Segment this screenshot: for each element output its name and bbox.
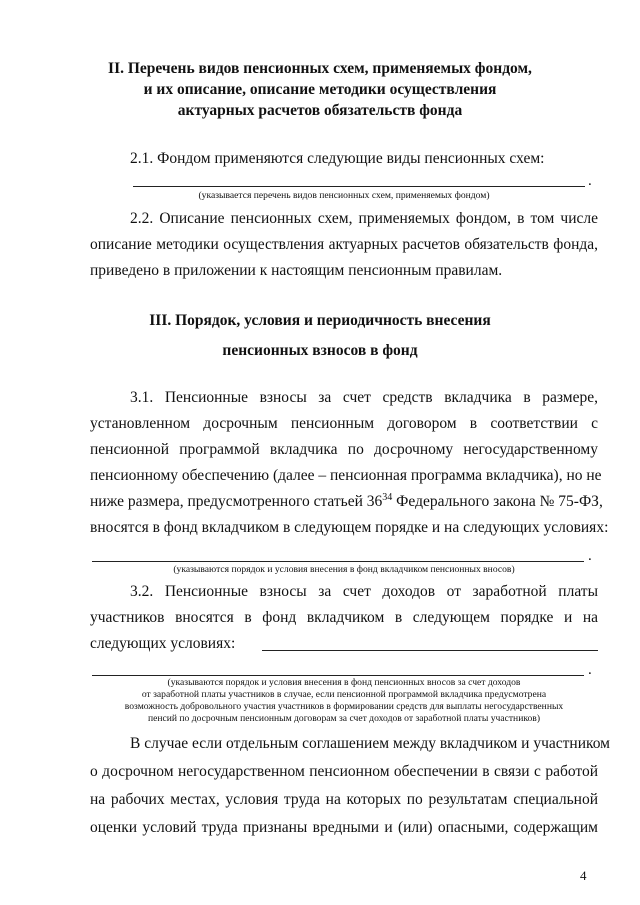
paragraph-3-1-line-5-text-after: Федерального закона № 75-ФЗ,	[392, 493, 603, 510]
paragraph-3-2-line-1: 3.2. Пенсионные взносы за счет доходов от заработной платы	[130, 583, 598, 600]
paragraph-3-1-line-2: установленном досрочным пенсионным договором в соответствии с	[90, 415, 598, 432]
section-3-title-line-1: III. Порядок, условия и периодичность внесения	[149, 312, 491, 329]
paragraph-2-1: 2.1. Фондом применяются следующие виды пенсионных схем:	[130, 150, 545, 167]
article-superscript: 34	[382, 491, 393, 503]
fill-in-line-3-1	[92, 561, 584, 562]
hint-3-2-line-2: от заработной платы участников в случае, если пенсионной программой вкладчика предусмотрена	[141, 689, 547, 700]
paragraph-2-2-line-2: описание методики осуществления актуарных расчетов обязательств фонда,	[90, 236, 598, 253]
hint-3-2-line-3: возможность добровольного участия участников в формировании средств для выплаты негосударственных	[124, 701, 564, 712]
fill-in-line-schemes	[133, 186, 585, 187]
hint-3-2	[90, 677, 598, 725]
fill-in-line-3-2-inline	[262, 650, 598, 651]
blank-end-dot: .	[588, 173, 592, 189]
section-3-title-line-2: пенсионных взносов в фонд	[222, 342, 418, 359]
blank-end-dot: .	[588, 548, 592, 564]
blank-end-dot: .	[588, 662, 592, 678]
section-2-title-line-2: и их описание, описание методики осуществления	[143, 81, 497, 98]
paragraph-last-line-4: оценки условий труда признаны вредными и (или) опасными, содержащим	[90, 819, 598, 836]
paragraph-3-1-line-5	[90, 492, 603, 512]
page-number: 4	[580, 868, 587, 883]
paragraph-last-line-2: о досрочном негосударственном пенсионном обеспечении в связи с работой	[90, 763, 598, 780]
hint-3-1: (указываются порядок и условия внесения в фонд вкладчиком пенсионных вносов)	[173, 564, 515, 575]
hint-schemes: (указывается перечень видов пенсионных схем, применяемых фондом)	[198, 190, 490, 201]
paragraph-3-2-line-2: участников вносятся в фонд вкладчиком в следующем порядке и на	[90, 609, 598, 626]
paragraph-3-1-line-5-text: ниже размера, предусмотренного статьей 36	[90, 493, 383, 510]
section-2-title-line-1: II. Перечень видов пенсионных схем, применяемых фондом,	[108, 60, 532, 77]
paragraph-2-2-line-1: 2.2. Описание пенсионных схем, применяемых фондом, в том числе	[130, 210, 598, 227]
hint-3-2-line-1: (указываются порядок и условия внесения в фонд пенсионных вносов за счет доходов	[167, 677, 521, 688]
paragraph-3-1-line-6: вносятся в фонд вкладчиком в следующем порядке и на следующих условиях:	[90, 519, 609, 536]
section-2-title-line-3: актуарных расчетов обязательств фонда	[177, 102, 463, 119]
paragraph-3-1-line-4: пенсионному обеспечению (далее – пенсионная программа вкладчика), но не	[90, 467, 602, 484]
paragraph-3-1-line-1: 3.1. Пенсионные взносы за счет средств вкладчика в размере,	[130, 389, 598, 406]
paragraph-3-1-line-3: пенсионной программой вкладчика по досрочному негосударственному	[90, 441, 598, 458]
paragraph-3-2-line-3: следующих условиях:	[90, 635, 236, 652]
paragraph-last-line-3: на рабочих местах, условия труда на которых по результатам специальной	[90, 791, 598, 808]
fill-in-line-3-2	[92, 675, 584, 676]
paragraph-last-line-1: В случае если отдельным соглашением между вкладчиком и участником	[130, 735, 610, 752]
hint-3-2-line-4: пенсий по досрочным пенсионным договорам за счет доходов от заработной платы участников)	[147, 713, 541, 724]
paragraph-2-2-line-3: приведено в приложении к настоящим пенсионным правилам.	[90, 262, 503, 279]
